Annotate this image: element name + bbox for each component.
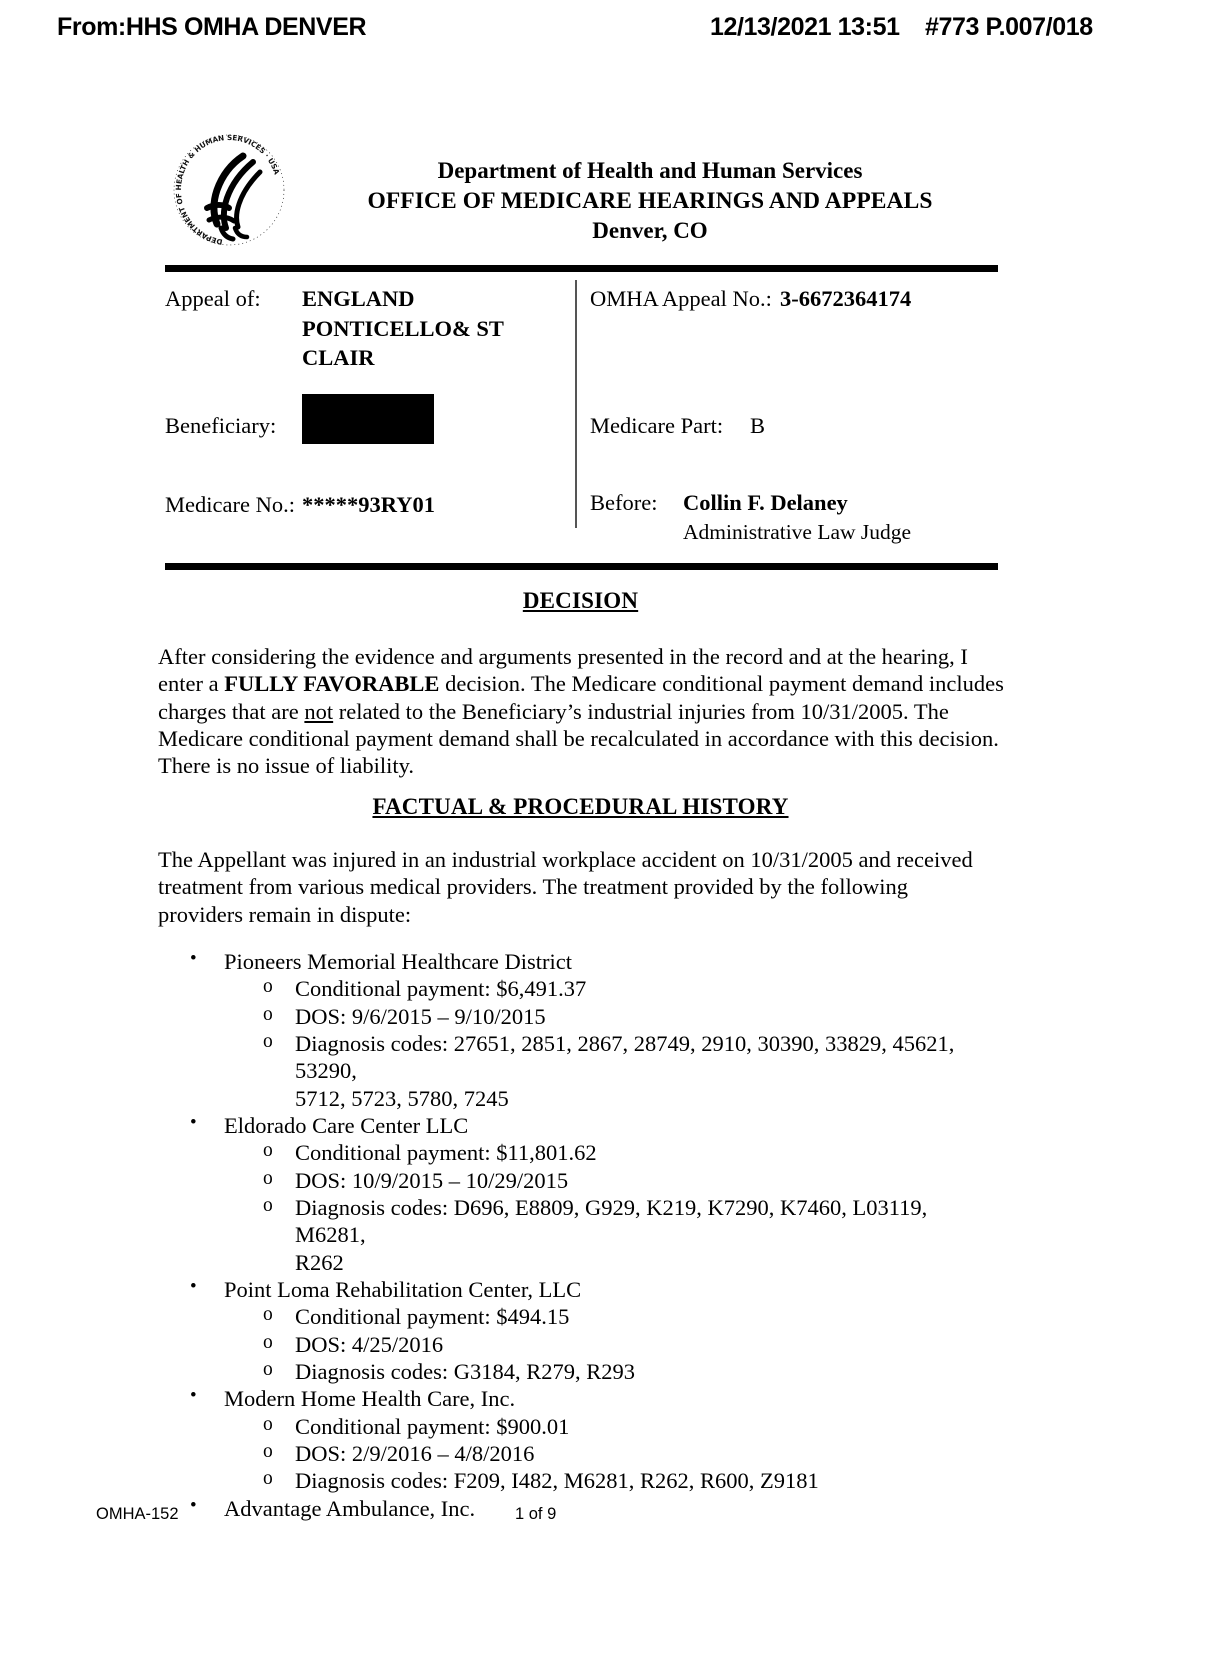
decision-heading: DECISION bbox=[522, 588, 639, 613]
provider-list bbox=[158, 948, 1003, 1522]
fax-sender: From:HHS OMHA DENVER bbox=[57, 13, 367, 41]
caption-row-omha-appeal-no bbox=[590, 284, 1010, 314]
caption-vertical-divider bbox=[575, 280, 577, 528]
decision-not-emphasis: not bbox=[304, 698, 334, 724]
agency-name: Department of Health and Human Services bbox=[437, 158, 863, 183]
provider-dos: o DOS: 4/25/2016 bbox=[158, 1331, 1003, 1358]
appeal-of-value: ENGLAND PONTICELLO& ST CLAIR bbox=[302, 286, 504, 371]
office-name: OFFICE OF MEDICARE HEARINGS AND APPEALS bbox=[367, 187, 933, 214]
provider-conditional-payment: o Conditional payment: $900.01 bbox=[158, 1413, 1003, 1440]
caption-row-medicare-part bbox=[590, 411, 1010, 441]
provider-name: • Eldorado Care Center LLC bbox=[158, 1112, 1003, 1139]
before-label: Before: bbox=[590, 490, 658, 515]
caption-row-before bbox=[590, 488, 1010, 546]
appeal-of-label: Appeal of: bbox=[165, 286, 261, 311]
provider-dos: o DOS: 2/9/2016 – 4/8/2016 bbox=[158, 1440, 1003, 1467]
caption-row-medicare-no bbox=[165, 490, 565, 520]
letterhead bbox=[160, 128, 1000, 253]
provider-name: • Point Loma Rehabilitation Center, LLC bbox=[158, 1276, 1003, 1303]
decision-text-2: decision. The Medicare conditional payment demand includes charges that are bbox=[158, 671, 1004, 724]
beneficiary-label: Beneficiary: bbox=[165, 413, 277, 438]
list-item bbox=[158, 1385, 1003, 1494]
case-caption bbox=[165, 278, 998, 556]
list-item bbox=[158, 1276, 1003, 1385]
provider-name: • Advantage Ambulance, Inc. bbox=[158, 1495, 1003, 1522]
provider-diagnosis-codes: o Diagnosis codes: D696, E8809, G929, K219, K7290, K7460, L03119, M6281, bbox=[158, 1194, 1003, 1249]
office-location: Denver, CO bbox=[592, 218, 708, 244]
provider-conditional-payment: o Conditional payment: $494.15 bbox=[158, 1303, 1003, 1330]
medicare-no-value: *****93RY01 bbox=[302, 492, 435, 517]
fax-timestamp: 12/13/2021 13:51 bbox=[710, 13, 900, 41]
hhs-seal-icon bbox=[165, 128, 293, 253]
provider-name: • Modern Home Health Care, Inc. bbox=[158, 1385, 1003, 1412]
form-number: OMHA-152 bbox=[96, 1505, 179, 1523]
alj-title: Administrative Law Judge bbox=[683, 519, 912, 544]
beneficiary-redaction-block bbox=[302, 394, 434, 444]
provider-diagnosis-codes: o Diagnosis codes: G3184, R279, R293 bbox=[158, 1358, 1003, 1385]
provider-dos: o DOS: 9/6/2015 – 9/10/2015 bbox=[158, 1003, 1003, 1030]
provider-diagnosis-codes-cont: 5712, 5723, 5780, 7245 bbox=[295, 1085, 509, 1111]
svg-text:DEPARTMENT OF HEALTH & HUMAN S: DEPARTMENT OF HEALTH & HUMAN SERVICES · USA bbox=[173, 132, 282, 247]
medicare-no-label: Medicare No.: bbox=[165, 492, 295, 517]
medicare-part-value: B bbox=[750, 413, 766, 438]
caption-bottom-rule bbox=[165, 563, 998, 570]
alj-name: Collin F. Delaney bbox=[683, 490, 848, 515]
decision-fully-favorable: FULLY FAVORABLE bbox=[224, 671, 440, 697]
provider-diagnosis-codes: o Diagnosis codes: 27651, 2851, 2867, 28749, 2910, 30390, 33829, 45621, 53290, bbox=[158, 1030, 1003, 1085]
page-footer bbox=[0, 1505, 1220, 1535]
history-heading: FACTUAL & PROCEDURAL HISTORY bbox=[372, 794, 789, 819]
letterhead-text bbox=[300, 156, 1000, 246]
caption-row-beneficiary bbox=[165, 411, 565, 441]
provider-name: • Pioneers Memorial Healthcare District bbox=[158, 948, 1003, 975]
history-intro-paragraph: The Appellant was injured in an industrial workplace accident on 10/31/2005 and received treatment from various medical providers. The treatment provided by the following providers remain in dispute: bbox=[158, 847, 973, 927]
omha-appeal-no-value: 3-6672364174 bbox=[780, 286, 912, 311]
decision-paragraph bbox=[158, 643, 1006, 780]
page-number: 1 of 9 bbox=[515, 1505, 557, 1523]
medicare-part-label: Medicare Part: bbox=[590, 413, 724, 438]
provider-conditional-payment: o Conditional payment: $6,491.37 bbox=[158, 975, 1003, 1002]
list-item bbox=[158, 1112, 1003, 1276]
caption-top-rule bbox=[165, 265, 998, 272]
caption-row-appeal-of bbox=[165, 284, 565, 373]
list-item bbox=[158, 948, 1003, 1112]
provider-dos: o DOS: 10/9/2015 – 10/29/2015 bbox=[158, 1167, 1003, 1194]
provider-conditional-payment: o Conditional payment: $11,801.62 bbox=[158, 1139, 1003, 1166]
decision-text-3: related to the Beneficiary’s industrial injuries from 10/31/2005. The Medicare conditional payment demand shall be recalculated in accordance with this decision. There is no issue of liability. bbox=[158, 698, 999, 779]
provider-diagnosis-codes-cont: R262 bbox=[295, 1249, 344, 1275]
fax-page-counter: #773 P.007/018 bbox=[925, 13, 1093, 41]
provider-diagnosis-codes: o Diagnosis codes: F209, I482, M6281, R262, R600, Z9181 bbox=[158, 1467, 1003, 1494]
decision-text-1: After considering the evidence and arguments presented in the record and at the hearing, I enter a bbox=[158, 644, 968, 697]
omha-appeal-no-label: OMHA Appeal No.: bbox=[590, 286, 772, 311]
